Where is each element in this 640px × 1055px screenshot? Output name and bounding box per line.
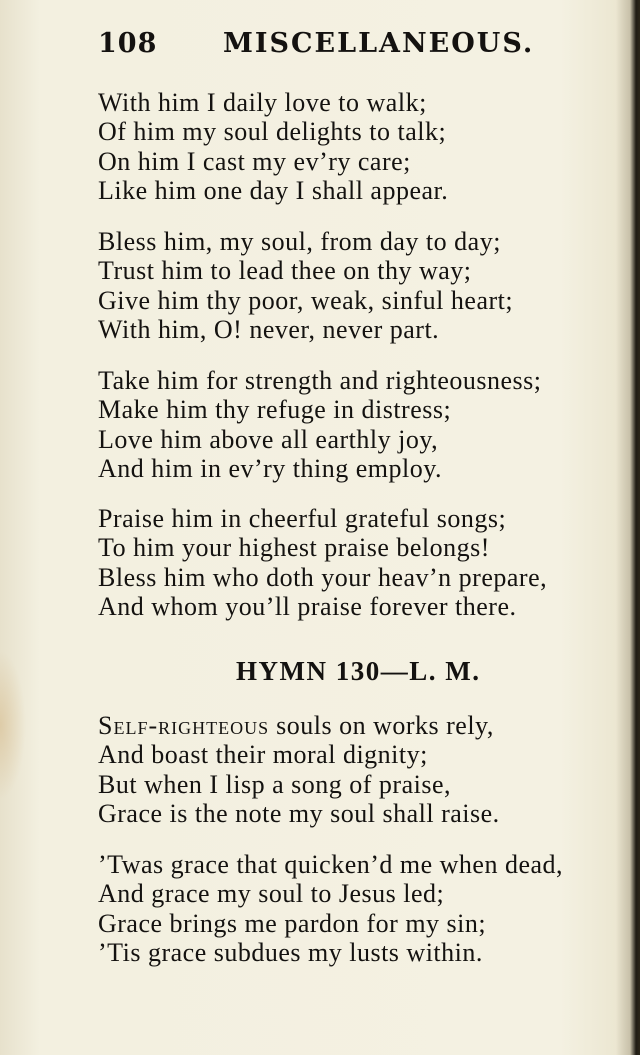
verse-line: Of him my soul delights to talk; <box>98 117 447 147</box>
verse-line: Make him thy refuge in distress; <box>98 395 452 425</box>
verse-line: Bless him who doth your heav’n prepare, <box>98 562 548 592</box>
verse-line: With him I daily love to walk; <box>98 88 427 117</box>
stanza-3 <box>98 366 638 483</box>
verse-line: Love him above all earthly joy, <box>98 424 439 454</box>
hymn-title: HYMN 130—L. M. <box>236 656 481 686</box>
verse-line: Give him thy poor, weak, sinful heart; <box>98 285 514 315</box>
verse-line: Take him for strength and righteousness; <box>98 366 542 395</box>
verse-line: To him your highest praise belongs! <box>98 533 490 563</box>
verse-line: And whom you’ll praise forever there. <box>98 591 517 621</box>
page-header <box>98 28 535 68</box>
verse-line: And boast their moral dignity; <box>98 740 428 770</box>
verse-line: Grace brings me pardon for my sin; <box>98 908 487 938</box>
running-head: MISCELLANEOUS. <box>223 28 535 59</box>
verse-line <box>98 711 638 740</box>
hymn-stanza-2 <box>98 850 638 967</box>
page-number: 108 <box>98 28 158 59</box>
hymn-stanza-1 <box>98 711 638 828</box>
stanza-4 <box>98 504 638 621</box>
verse-line: Grace is the note my soul shall raise. <box>98 798 500 828</box>
stanza-1 <box>98 88 638 205</box>
verse-line: Like him one day I shall appear. <box>98 175 449 205</box>
verse-line: Praise him in cheerful grateful songs; <box>98 504 507 533</box>
lead-word: Self-righteous <box>98 711 270 740</box>
verse-line: Bless him, my soul, from day to day; <box>98 227 501 256</box>
verse-line: Trust him to lead thee on thy way; <box>98 256 472 286</box>
verse-line: ’Twas grace that quicken’d me when dead, <box>98 850 564 879</box>
page-stain <box>0 650 26 800</box>
verse-line: ’Tis grace subdues my lusts within. <box>98 937 483 967</box>
verse-line: On him I cast my ev’ry care; <box>98 146 411 176</box>
verse-line: And him in ev’ry thing employ. <box>98 453 443 483</box>
verse-line: With him, O! never, never part. <box>98 314 440 344</box>
first-line-rest: souls on works rely, <box>269 711 494 740</box>
verse-line: And grace my soul to Jesus led; <box>98 879 445 909</box>
stanza-2 <box>98 227 638 344</box>
verse-line: But when I lisp a song of praise, <box>98 769 452 799</box>
